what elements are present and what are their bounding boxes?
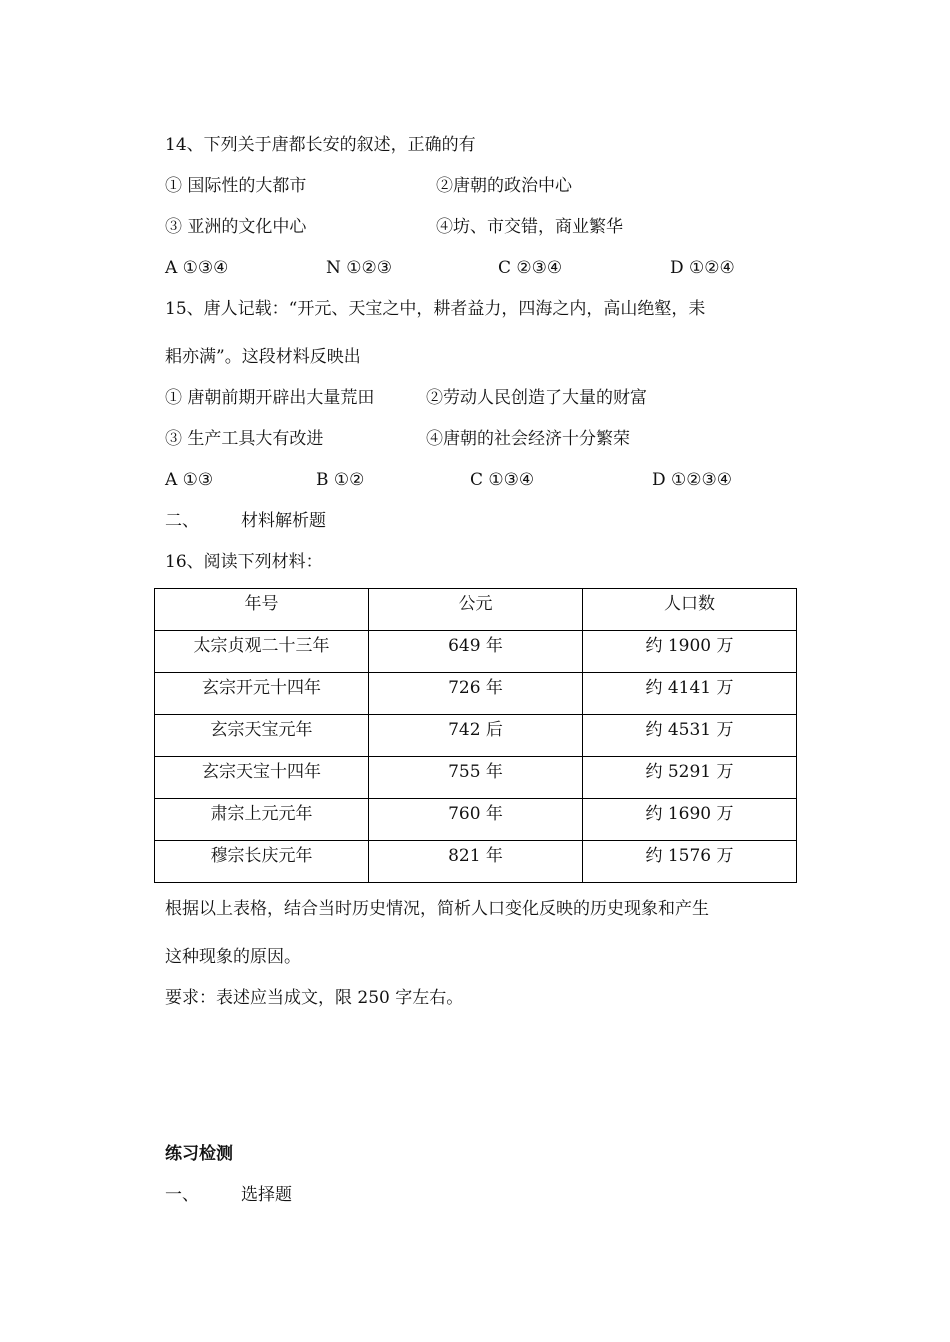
practice-section1-number: 一、 <box>165 1185 199 1205</box>
table-cell: 760 年 <box>369 799 583 841</box>
table-header-cell: 公元 <box>369 589 583 631</box>
practice-heading: 练习检测 <box>165 1144 233 1164</box>
population-table <box>154 588 797 883</box>
q15-choice-a: A ①③ <box>165 470 214 490</box>
q14-choice-d: D ①②④ <box>670 258 735 278</box>
q16-requirement: 要求：表述应当成文，限 250 字左右。 <box>165 988 464 1008</box>
q14-item-4: ④坊、市交错，商业繁华 <box>436 217 623 237</box>
q16-stem: 16、阅读下列材料： <box>165 552 323 572</box>
q15-choice-b: B ①② <box>316 470 365 490</box>
table-row <box>155 715 797 757</box>
table-cell: 玄宗开元十四年 <box>155 673 369 715</box>
q15-item-4: ④唐朝的社会经济十分繁荣 <box>426 429 630 449</box>
q15-choice-d: D ①②③④ <box>652 470 732 490</box>
q14-choice-c: C ②③④ <box>498 258 563 278</box>
table-cell: 约 4531 万 <box>583 715 797 757</box>
q14-choice-b: N ①②③ <box>326 258 392 278</box>
table-cell: 肃宗上元元年 <box>155 799 369 841</box>
q15-choice-c: C ①③④ <box>470 470 535 490</box>
table-cell: 约 1576 万 <box>583 841 797 883</box>
section2-title: 材料解析题 <box>241 511 326 531</box>
table-cell: 穆宗长庆元年 <box>155 841 369 883</box>
q16-instruction-line2: 这种现象的原因。 <box>165 947 301 967</box>
q14-item-1: ① 国际性的大都市 <box>165 176 307 196</box>
table-row <box>155 673 797 715</box>
table-cell: 821 年 <box>369 841 583 883</box>
table-cell: 742 后 <box>369 715 583 757</box>
table-cell: 约 5291 万 <box>583 757 797 799</box>
q15-item-2: ②劳动人民创造了大量的财富 <box>426 388 647 408</box>
table-cell: 755 年 <box>369 757 583 799</box>
table-cell: 649 年 <box>369 631 583 673</box>
table-row <box>155 631 797 673</box>
table-cell: 太宗贞观二十三年 <box>155 631 369 673</box>
q15-stem-line2: 耜亦满”。这段材料反映出 <box>165 347 361 367</box>
table-cell: 约 1690 万 <box>583 799 797 841</box>
table-row <box>155 841 797 883</box>
table-row <box>155 799 797 841</box>
q15-stem-line1: 15、唐人记载：“开元、天宝之中，耕者益力，四海之内，高山绝壑，耒 <box>165 299 706 319</box>
table-row <box>155 757 797 799</box>
section2-number: 二、 <box>165 511 199 531</box>
table-header-row <box>155 589 797 631</box>
practice-section1-title: 选择题 <box>241 1185 292 1205</box>
q16-instruction-line1: 根据以上表格，结合当时历史情况，简析人口变化反映的历史现象和产生 <box>165 899 709 919</box>
table-cell: 约 1900 万 <box>583 631 797 673</box>
table-header-cell: 年号 <box>155 589 369 631</box>
table-cell: 玄宗天宝十四年 <box>155 757 369 799</box>
q14-choice-a: A ①③④ <box>165 258 229 278</box>
q14-item-3: ③ 亚洲的文化中心 <box>165 217 307 237</box>
table-cell: 726 年 <box>369 673 583 715</box>
q15-item-3: ③ 生产工具大有改进 <box>165 429 324 449</box>
q14-item-2: ②唐朝的政治中心 <box>436 176 572 196</box>
table-header-cell: 人口数 <box>583 589 797 631</box>
q14-stem: 14、下列关于唐都长安的叙述，正确的有 <box>165 135 476 155</box>
table-cell: 玄宗天宝元年 <box>155 715 369 757</box>
q15-item-1: ① 唐朝前期开辟出大量荒田 <box>165 388 375 408</box>
table-cell: 约 4141 万 <box>583 673 797 715</box>
